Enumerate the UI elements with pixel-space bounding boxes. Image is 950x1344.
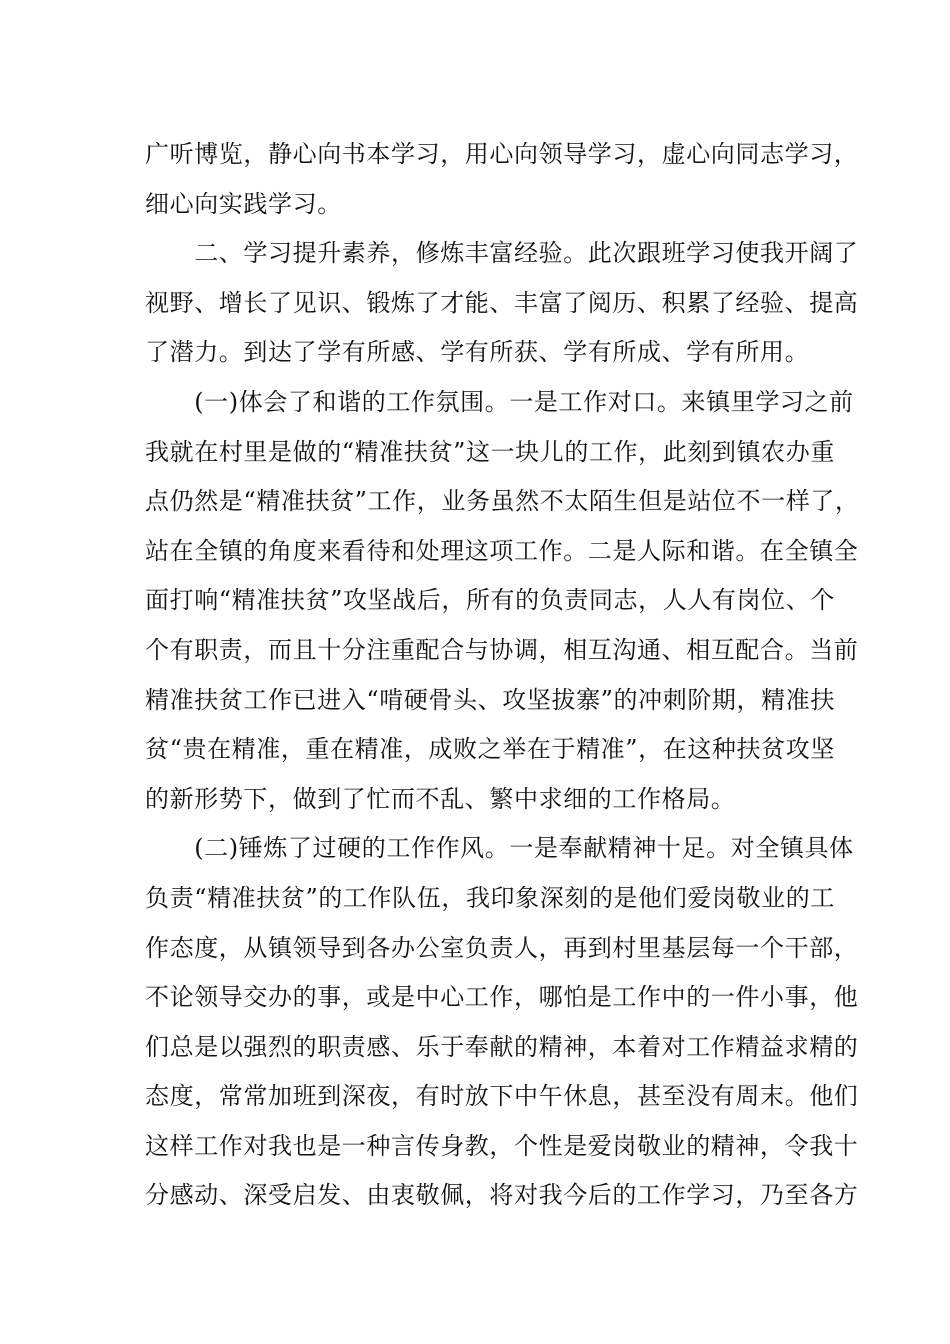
text-line: 精准扶贫工作已进入“啃硬骨头、攻坚拔寨”的冲刺阶期，精准扶 [145, 685, 835, 714]
text-line: 广听博览，静心向书本学习，用心向领导学习，虚心向同志学习， [145, 140, 859, 168]
text-line: 的新形势下，做到了忙而不乱、繁中求细的工作格局。 [145, 784, 736, 813]
text-line: 二、学习提升素养，修炼丰富经验。此次跟班学习使我开阔了 [145, 239, 859, 268]
text-line: 我就在村里是做的“精准扶贫”这一块儿的工作，此刻到镇农办重 [145, 437, 835, 466]
text-line: (一)体会了和谐的工作氛围。一是工作对口。来镇里学习之前 [145, 387, 854, 416]
text-line: 态度，常常加班到深夜，有时放下中午休息，甚至没有周末。他们 [145, 1082, 859, 1111]
text-line: 负责“精准扶贫”的工作队伍，我印象深刻的是他们爱岗敬业的工 [145, 883, 835, 912]
text-line: 们总是以强烈的职责感、乐于奉献的精神，本着对工作精益求精的 [145, 1032, 859, 1061]
body-text [145, 130, 860, 1221]
text-line: 个有职责，而且十分注重配合与协调，相互沟通、相互配合。当前 [145, 635, 859, 664]
text-line: 作态度，从镇领导到各办公室负责人，再到村里基层每一个干部， [145, 933, 859, 962]
text-line: 贫“贵在精准，重在精准，成败之举在于精准”，在这种扶贫攻坚 [145, 735, 835, 764]
text-line: 面打响“精准扶贫”攻坚战后，所有的负责同志，人人有岗位、个 [145, 586, 835, 615]
text-line: 视野、增长了见识、锻炼了才能、丰富了阅历、积累了经验、提高 [145, 288, 859, 317]
text-line: 点仍然是“精准扶贫”工作，业务虽然不太陌生但是站位不一样了， [145, 487, 860, 516]
text-line: 分感动、深受启发、由衷敬佩，将对我今后的工作学习，乃至各方 [145, 1181, 859, 1210]
text-line: 细心向实践学习。 [145, 189, 342, 218]
text-line: 不论领导交办的事，或是中心工作，哪怕是工作中的一件小事，他 [145, 983, 859, 1012]
text-line: 了潜力。到达了学有所感、学有所获、学有所成、学有所用。 [145, 338, 810, 367]
text-line: 这样工作对我也是一种言传身教，个性是爱岗敬业的精神，令我十 [145, 1131, 859, 1160]
text-line: 站在全镇的角度来看待和处理这项工作。二是人际和谐。在全镇全 [145, 536, 859, 565]
text-line: (二)锤炼了过硬的工作作风。一是奉献精神十足。对全镇具体 [145, 834, 854, 863]
